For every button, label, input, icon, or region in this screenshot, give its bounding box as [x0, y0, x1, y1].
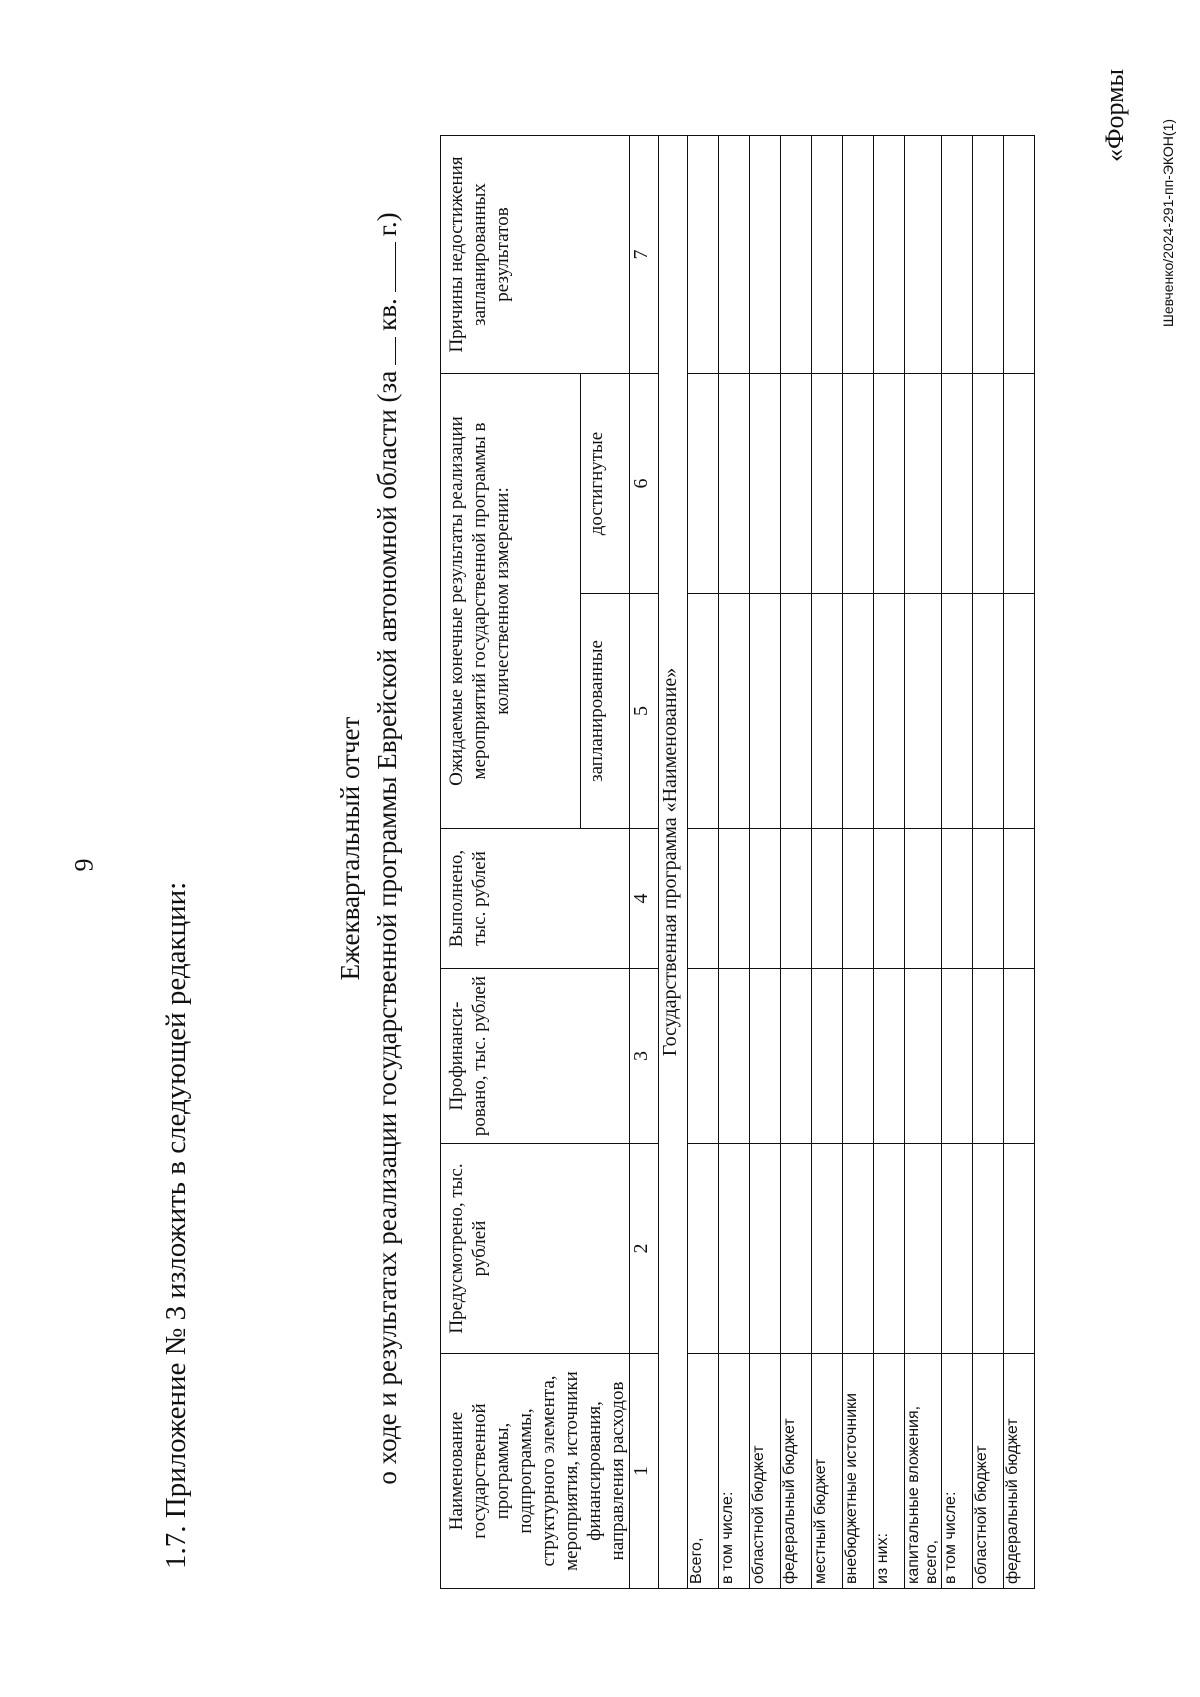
- table-cell[interactable]: [719, 969, 750, 1144]
- table-cell[interactable]: [1004, 594, 1035, 829]
- forms-label: «Формы: [1100, 68, 1129, 162]
- row-label: в том числе:: [719, 1354, 750, 1589]
- row-label: областной бюджет: [750, 1354, 781, 1589]
- table-cell[interactable]: [688, 594, 719, 829]
- table-cell[interactable]: [750, 136, 781, 374]
- table-row: [905, 136, 942, 1589]
- table-cell[interactable]: [750, 829, 781, 969]
- quarter-blank: [371, 337, 396, 365]
- table-cell[interactable]: [781, 829, 812, 969]
- table-cell[interactable]: [942, 969, 973, 1144]
- table-cell[interactable]: [973, 594, 1004, 829]
- column-numbers-row: [630, 136, 659, 1589]
- table-cell[interactable]: [942, 1144, 973, 1354]
- year-blank: [371, 242, 396, 292]
- row-label: Всего,: [688, 1354, 719, 1589]
- report-subtitle: [371, 0, 403, 1697]
- header-expected-results: Ожидаемые конечные результаты реализации мероприятий государственной программы в количественном измерении:: [441, 374, 581, 829]
- column-number: 3: [630, 969, 659, 1144]
- table-cell[interactable]: [874, 136, 905, 374]
- table-cell[interactable]: [973, 1144, 1004, 1354]
- table-cell[interactable]: [905, 136, 942, 374]
- table-cell[interactable]: [843, 829, 874, 969]
- table-cell[interactable]: [719, 829, 750, 969]
- table-cell[interactable]: [688, 374, 719, 594]
- table-row: [750, 136, 781, 1589]
- table-cell[interactable]: [750, 1144, 781, 1354]
- table-cell[interactable]: [812, 374, 843, 594]
- subtitle-mid: кв.: [372, 298, 402, 331]
- table-cell[interactable]: [843, 969, 874, 1144]
- row-label: в том числе:: [942, 1354, 973, 1589]
- table-cell[interactable]: [812, 969, 843, 1144]
- table-cell[interactable]: [719, 374, 750, 594]
- table-cell[interactable]: [874, 1144, 905, 1354]
- table-cell[interactable]: [688, 136, 719, 374]
- table-cell[interactable]: [781, 374, 812, 594]
- table-row: [812, 136, 843, 1589]
- column-number: 6: [630, 374, 659, 594]
- table-cell[interactable]: [1004, 969, 1035, 1144]
- row-label: областной бюджет: [973, 1354, 1004, 1589]
- header-achieved: достигнутые: [581, 374, 630, 594]
- document-signature: Шевченко/2024-291-пп-ЭКОН(1): [1160, 118, 1176, 327]
- table-cell[interactable]: [781, 136, 812, 374]
- table-cell[interactable]: [942, 594, 973, 829]
- table-cell[interactable]: [1004, 1144, 1035, 1354]
- table-row: [843, 136, 874, 1589]
- table-cell[interactable]: [719, 136, 750, 374]
- table-cell[interactable]: [973, 829, 1004, 969]
- table-cell[interactable]: [1004, 136, 1035, 374]
- table-cell[interactable]: [688, 969, 719, 1144]
- table-cell[interactable]: [812, 136, 843, 374]
- table-cell[interactable]: [843, 594, 874, 829]
- table-row: [942, 136, 973, 1589]
- table-cell[interactable]: [719, 1144, 750, 1354]
- row-label: внебюджетные источники: [843, 1354, 874, 1589]
- table-row: [1004, 136, 1035, 1589]
- table-cell[interactable]: [843, 136, 874, 374]
- table-cell[interactable]: [1004, 829, 1035, 969]
- table-cell[interactable]: [750, 594, 781, 829]
- table-row: [688, 136, 719, 1589]
- row-label: федеральный бюджет: [1004, 1354, 1035, 1589]
- header-scheduled: запланированные: [581, 594, 630, 829]
- subtitle-end: г.): [372, 212, 402, 237]
- row-label: федеральный бюджет: [781, 1354, 812, 1589]
- table-cell[interactable]: [812, 594, 843, 829]
- table-cell[interactable]: [874, 969, 905, 1144]
- row-label: из них:: [874, 1354, 905, 1589]
- table-cell[interactable]: [688, 1144, 719, 1354]
- table-cell[interactable]: [942, 829, 973, 969]
- row-label: капитальные вложения, всего,: [905, 1354, 942, 1589]
- column-number: 2: [630, 1144, 659, 1354]
- table-cell[interactable]: [843, 1144, 874, 1354]
- table-cell[interactable]: [812, 1144, 843, 1354]
- table-cell[interactable]: [905, 969, 942, 1144]
- column-number: 4: [630, 829, 659, 969]
- table-cell[interactable]: [843, 374, 874, 594]
- table-row: [973, 136, 1004, 1589]
- header-planned: Предусмотрено, тыс. рублей: [441, 1144, 630, 1354]
- table-cell[interactable]: [750, 969, 781, 1144]
- table-cell[interactable]: [781, 594, 812, 829]
- header-financed: Профинанси-рованo, тыс. рублей: [441, 969, 630, 1144]
- table-cell[interactable]: [973, 374, 1004, 594]
- table-cell[interactable]: [688, 829, 719, 969]
- table-cell[interactable]: [874, 829, 905, 969]
- column-number: 5: [630, 594, 659, 829]
- section-title: Государственная программа «Наименование»: [659, 136, 688, 1589]
- header-name: Наименование государственной программы, подпрограммы, структурного элемента, мероприятия, источники финансирования, направления расходов: [441, 1354, 630, 1589]
- section-row: [659, 136, 688, 1589]
- subtitle-start: о ходе и результатах реализации государственной программы Еврейской автономной области (за: [372, 370, 402, 1485]
- intro-text: 1.7. Приложение № 3 изложить в следующей редакции:: [160, 881, 192, 1569]
- table-row: [874, 136, 905, 1589]
- column-number: 7: [630, 136, 659, 374]
- table-cell[interactable]: [1004, 374, 1035, 594]
- header-completed: Выполнено, тыс. рублей: [441, 829, 630, 969]
- page-number: 9: [69, 858, 99, 872]
- table-cell[interactable]: [973, 969, 1004, 1144]
- report-title: Ежеквартальный отчет: [335, 716, 365, 981]
- table-cell[interactable]: [905, 594, 942, 829]
- column-number: 1: [630, 1354, 659, 1589]
- table-cell[interactable]: [905, 1144, 942, 1354]
- table-cell[interactable]: [719, 594, 750, 829]
- table-cell[interactable]: [750, 374, 781, 594]
- table-cell[interactable]: [973, 136, 1004, 374]
- table-row: [719, 136, 750, 1589]
- report-table: [440, 135, 1035, 1589]
- table-row: [781, 136, 812, 1589]
- table-cell[interactable]: [905, 374, 942, 594]
- table-cell[interactable]: [812, 829, 843, 969]
- table-cell[interactable]: [942, 136, 973, 374]
- table-cell[interactable]: [874, 594, 905, 829]
- table-cell[interactable]: [905, 829, 942, 969]
- table-cell[interactable]: [942, 374, 973, 594]
- table-cell[interactable]: [874, 374, 905, 594]
- header-reasons: Причины недостижения запланированных результатов: [441, 136, 630, 374]
- table-cell[interactable]: [781, 969, 812, 1144]
- table-cell[interactable]: [781, 1144, 812, 1354]
- row-label: местный бюджет: [812, 1354, 843, 1589]
